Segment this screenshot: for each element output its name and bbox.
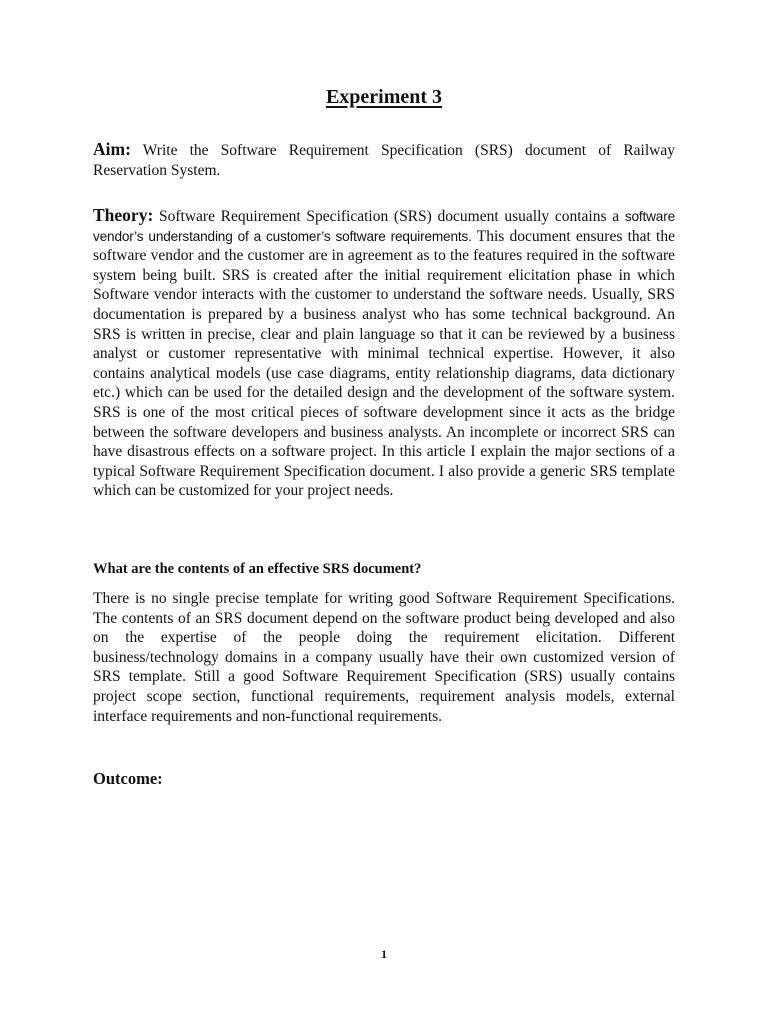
theory-paragraph: [93, 206, 675, 501]
theory-text-part3: This document ensures that the software vendor and the customer are in agreement as to the features required in the software system being built. SRS is created after the initial requirement elicitation phase in which Software vendor interacts with the customer to understand the software needs. Usually, SRS documentation is prepared by a business analyst who has some technical background. An SRS is written in precise, clear and plain language so that it can be reviewed by a business analyst or customer representative with minimal technical expertise. However, it also contains analytical models (use case diagrams, entity relationship diagrams, data dictionary etc.) which can be used for the detailed design and the development of the software system. SRS is one of the most critical pieces of software development since it acts as the bridge between the software developers and business analysts. An incomplete or incorrect SRS can have disastrous effects on a software project. In this article I explain the major sections of a typical Software Requirement Specification document. I also provide a generic SRS template which can be customized for your project needs.: [93, 227, 675, 500]
contents-paragraph: There is no single precise template for writing good Software Requirement Specifications. The contents of an SRS document depend on the software product being developed and also on the expertise of the people doing the requirement elicitation. Different business/technology domains in a company usually have their own customized version of SRS template. Still a good Software Requirement Specification (SRS) usually contains project scope section, functional requirements, requirement analysis models, external interface requirements and non-functional requirements.: [93, 590, 675, 725]
outcome-heading: Outcome:: [93, 769, 163, 788]
page-title: Experiment 3: [325, 86, 443, 108]
theory-text-part1: Software Requirement Specification (SRS) document usually contains a: [159, 208, 620, 225]
page-number: 1: [381, 947, 387, 961]
aim-text: Write the Software Requirement Specification (SRS) document of Railway Reservation System.: [93, 142, 675, 179]
section-heading-srs-contents: What are the contents of an effective SRS document?: [93, 561, 422, 577]
aim-paragraph: [93, 140, 675, 180]
theory-text-part2: software vendor’s understanding of a customer’s software requirements.: [93, 209, 676, 244]
aim-label: Aim:: [93, 139, 131, 159]
theory-label: Theory:: [93, 205, 154, 225]
